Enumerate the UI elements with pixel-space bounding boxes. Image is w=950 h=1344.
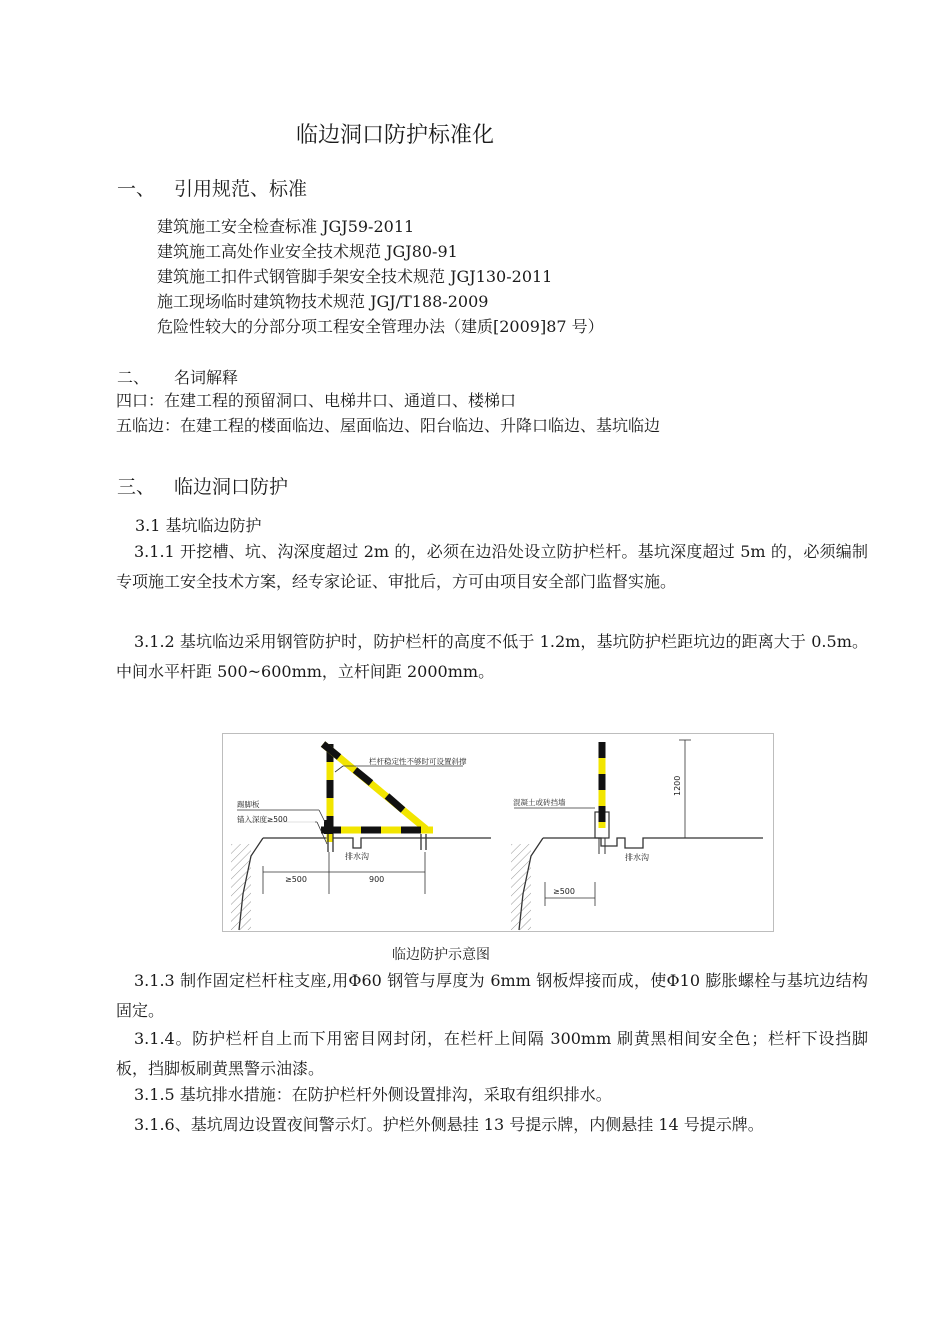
- section-1-number: 一、: [117, 178, 156, 200]
- guardrail-diagram: [222, 733, 774, 932]
- dim-500-left: ≥500: [285, 875, 307, 884]
- paragraph-3-1-6: 3.1.6、基坑周边设置夜间警示灯。护栏外侧悬挂 13 号提示牌，内侧悬挂 14 号提示牌。: [134, 1115, 764, 1134]
- section-1-heading: 引用规范、标准: [174, 178, 308, 200]
- section-2-heading: 名词解释: [174, 368, 239, 387]
- right-detail: [511, 740, 763, 930]
- definition-line: 四口：在建工程的预留洞口、电梯井口、通道口、楼梯口: [116, 391, 517, 410]
- label-drain-left: 排水沟: [345, 852, 369, 861]
- dim-500-right: ≥500: [553, 887, 575, 896]
- dim-1200: 1200: [673, 775, 682, 796]
- paragraph-3-1-1: 3.1.1 开挖槽、坑、沟深度超过 2m 的，必须在边沿处设立防护栏杆。基坑深度超过 5m 的，必须编制专项施工安全技术方案，经专家论证、审批后，方可由项目安全部门监督实施。: [116, 542, 868, 591]
- section-3-number: 三、: [117, 476, 156, 498]
- paragraph-3-1-3: 3.1.3 制作固定栏杆柱支座,用Φ60 钢管与厚度为 6mm 钢板焊接而成，使Φ10 膨胀螺栓与基坑边结构固定。: [116, 971, 868, 1020]
- reference-item: 建筑施工扣件式钢管脚手架安全技术规范 JGJ130-2011: [157, 267, 553, 286]
- section-2-number: 二、: [117, 368, 150, 387]
- figure-caption: 临边防护示意图: [392, 947, 490, 963]
- label-brace: 栏杆稳定性不够时可设置斜撑: [369, 757, 467, 766]
- label-wall: 混凝土或砖挡墙: [513, 798, 566, 807]
- section-3-heading: 临边洞口防护: [174, 476, 289, 498]
- subsection-heading: 3.1 基坑临边防护: [135, 516, 262, 535]
- dim-900: 900: [369, 875, 385, 884]
- reference-item: 危险性较大的分部分项工程安全管理办法（建质[2009]87 号）: [157, 317, 604, 336]
- paragraph-3-1-5: 3.1.5 基坑排水措施：在防护栏杆外侧设置排沟，采取有组织排水。: [134, 1085, 612, 1104]
- left-detail: [231, 744, 491, 930]
- reference-item: 建筑施工安全检查标准 JGJ59-2011: [157, 217, 415, 236]
- definition-line: 五临边：在建工程的楼面临边、屋面临边、阳台临边、升降口临边、基坑临边: [116, 416, 661, 435]
- reference-item: 建筑施工高处作业安全技术规范 JGJ80-91: [157, 242, 458, 261]
- page-title: 临边洞口防护标准化: [296, 123, 495, 148]
- paragraph-3-1-4: 3.1.4。防护栏杆自上而下用密目网封闭，在栏杆上间隔 300mm 刷黄黑相间安全色；栏杆下设挡脚板，挡脚板刷黄黑警示油漆。: [116, 1029, 868, 1078]
- reference-item: 施工现场临时建筑物技术规范 JGJ/T188-2009: [157, 292, 489, 311]
- label-toeboard: 踢脚板: [237, 800, 260, 809]
- label-anchor: 锚入深度≥500: [237, 815, 288, 824]
- label-drain-right: 排水沟: [625, 853, 649, 862]
- paragraph-3-1-2: 3.1.2 基坑临边采用钢管防护时，防护栏杆的高度不低于 1.2m，基坑防护栏距坑边的距离大于 0.5m。中间水平杆距 500~600mm，立杆间距 2000mm。: [116, 632, 868, 681]
